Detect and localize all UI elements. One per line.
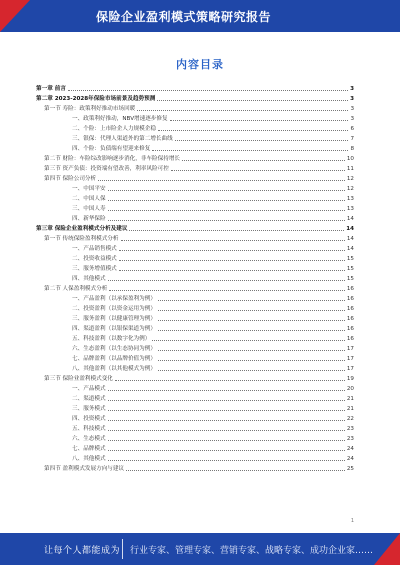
toc-leader-dots — [108, 450, 345, 451]
toc-entry-page: 14 — [346, 216, 354, 222]
toc-entry-page: 21 — [346, 406, 354, 412]
toc-entry[interactable] — [36, 414, 354, 424]
toc-entry[interactable] — [36, 374, 354, 384]
toc-entry-title: 二、投资收益模式 — [72, 256, 117, 262]
toc-entry[interactable] — [36, 464, 354, 474]
footer-divider — [122, 539, 123, 559]
toc-entry[interactable] — [36, 344, 354, 354]
toc-entry[interactable] — [36, 424, 354, 434]
toc-entry-page: 19 — [346, 376, 354, 382]
toc-entry-page: 25 — [346, 466, 354, 472]
toc-entry[interactable] — [36, 154, 354, 164]
table-of-contents — [36, 84, 354, 474]
toc-leader-dots — [171, 170, 345, 171]
toc-entry[interactable] — [36, 294, 354, 304]
toc-leader-dots — [108, 400, 345, 401]
toc-entry[interactable] — [36, 324, 354, 334]
toc-entry[interactable] — [36, 204, 354, 214]
toc-heading: 内容目录 — [176, 58, 224, 71]
toc-leader-dots — [152, 150, 348, 151]
toc-entry-page: 21 — [346, 396, 354, 402]
toc-entry-page: 7 — [350, 136, 354, 142]
toc-entry-page: 12 — [346, 176, 354, 182]
toc-entry-page: 16 — [346, 326, 354, 332]
toc-entry-page: 6 — [350, 126, 354, 132]
toc-entry-title: 第四节 盈利模式发展方向与建议 — [44, 466, 125, 472]
toc-entry-page: 15 — [346, 276, 354, 282]
toc-entry-page: 15 — [346, 256, 354, 262]
toc-entry-title: 三、服务盈利（以健康管理为例） — [72, 316, 156, 322]
toc-entry-page: 14 — [346, 236, 354, 242]
toc-entry[interactable] — [36, 404, 354, 414]
toc-leader-dots — [108, 420, 345, 421]
toc-entry-title: 第三章 保险企业盈利模式分析及建议 — [36, 226, 128, 232]
toc-entry[interactable] — [36, 174, 354, 184]
toc-entry-page: 3 — [350, 86, 354, 92]
toc-entry-title: 第四节 保险公司分析 — [44, 176, 97, 182]
toc-entry[interactable] — [36, 274, 354, 284]
toc-entry[interactable] — [36, 284, 354, 294]
toc-entry[interactable] — [36, 314, 354, 324]
toc-leader-dots — [126, 470, 345, 471]
toc-leader-dots — [158, 360, 345, 361]
toc-entry-title: 一、产品模式 — [72, 386, 106, 392]
toc-leader-dots — [108, 200, 345, 201]
toc-entry-page: 15 — [346, 266, 354, 272]
toc-entry-title: 二、投资盈利（以资金运用为例） — [72, 306, 156, 312]
toc-entry-title: 二、渠道模式 — [72, 396, 106, 402]
toc-leader-dots — [170, 120, 349, 121]
toc-entry-page: 24 — [346, 446, 354, 452]
header-red-accent — [0, 0, 30, 32]
toc-entry-title: 六、生态模式 — [72, 436, 106, 442]
toc-entry-title: 三、中国人寿 — [72, 206, 106, 212]
toc-entry-title: 二、个险：上市险企人力规模企稳 — [72, 126, 156, 132]
toc-leader-dots — [158, 130, 349, 131]
toc-leader-dots — [109, 290, 345, 291]
toc-leader-dots — [108, 280, 345, 281]
toc-entry-title: 四、个险：负债端有望迎来修复 — [72, 146, 151, 152]
toc-entry-title: 一、产品销售模式 — [72, 246, 117, 252]
toc-entry-title: 第一节 寿险：政策利好推动市场回暖 — [44, 106, 136, 112]
toc-entry-title: 第三节 保险业盈利模式变化 — [44, 376, 113, 382]
toc-entry-page: 3 — [350, 96, 354, 102]
toc-entry-page: 24 — [346, 456, 354, 462]
toc-entry-title: 第二节 人保盈利模式分析 — [44, 286, 108, 292]
toc-entry[interactable] — [36, 444, 354, 454]
toc-entry-title: 第二章 2023-2028年保险市场前景及趋势预测 — [36, 96, 156, 102]
toc-entry-title: 四、渠道盈利（以银保渠道为例） — [72, 326, 156, 332]
toc-entry-title: 三、银保：代理人渠道外的第二增长曲线 — [72, 136, 173, 142]
toc-entry[interactable] — [36, 94, 354, 104]
toc-entry-title: 第一章 前言 — [36, 86, 66, 92]
toc-leader-dots — [121, 240, 345, 241]
toc-leader-dots — [158, 330, 345, 331]
toc-entry-page: 23 — [346, 436, 354, 442]
toc-entry-page: 13 — [346, 196, 354, 202]
toc-leader-dots — [158, 310, 345, 311]
toc-entry-title: 五、科技盈利（以数字化为例） — [72, 336, 151, 342]
toc-leader-dots — [119, 260, 345, 261]
toc-leader-dots — [158, 300, 345, 301]
toc-entry[interactable] — [36, 304, 354, 314]
toc-entry[interactable] — [36, 194, 354, 204]
footer-tagline: 行业专家、管理专家、营销专家、战略专家、成功企业家…… — [130, 546, 374, 556]
toc-entry[interactable] — [36, 104, 354, 114]
toc-entry-title: 第一节 传统保险盈利模式分析 — [44, 236, 119, 242]
footer-banner — [0, 533, 400, 565]
toc-entry[interactable] — [36, 114, 354, 124]
toc-leader-dots — [158, 350, 345, 351]
toc-entry-title: 五、科技模式 — [72, 426, 106, 432]
toc-entry-page: 3 — [350, 116, 354, 122]
toc-leader-dots — [108, 410, 345, 411]
toc-entry[interactable] — [36, 394, 354, 404]
toc-leader-dots — [108, 440, 345, 441]
toc-leader-dots — [108, 390, 345, 391]
toc-leader-dots — [129, 230, 344, 231]
toc-entry[interactable] — [36, 214, 354, 224]
report-title: 保险企业盈利模式策略研究报告 — [96, 10, 272, 24]
toc-entry-title: 六、生态盈利（以生态协同为例） — [72, 346, 156, 352]
toc-entry-title: 第三节 资产负债：投资端有望改善，利率风险可控 — [44, 166, 169, 172]
header-banner — [0, 0, 400, 32]
toc-entry-page: 16 — [346, 336, 354, 342]
toc-entry-title: 七、品牌盈利（以品牌价值为例） — [72, 356, 156, 362]
toc-leader-dots — [68, 90, 348, 91]
toc-entry-page: 16 — [346, 296, 354, 302]
toc-entry-page: 14 — [346, 226, 354, 232]
toc-entry-title: 四、新华保险 — [72, 216, 106, 222]
toc-entry[interactable] — [36, 144, 354, 154]
toc-leader-dots — [98, 180, 345, 181]
toc-entry-title: 四、其他模式 — [72, 276, 106, 282]
toc-entry-title: 八、其他模式 — [72, 456, 106, 462]
footer-red-accent — [374, 533, 400, 565]
toc-leader-dots — [157, 100, 348, 101]
footer-slogan: 让每个人都能成为 — [44, 546, 121, 556]
toc-entry-page: 20 — [346, 386, 354, 392]
toc-entry-title: 四、投资模式 — [72, 416, 106, 422]
toc-entry-page: 14 — [346, 246, 354, 252]
toc-entry[interactable] — [36, 184, 354, 194]
toc-entry-page: 23 — [346, 426, 354, 432]
toc-entry-page: 17 — [346, 366, 354, 372]
toc-leader-dots — [108, 190, 345, 191]
toc-entry-title: 七、品牌模式 — [72, 446, 106, 452]
toc-entry[interactable] — [36, 354, 354, 364]
toc-entry-title: 二、中国人保 — [72, 196, 106, 202]
toc-entry[interactable] — [36, 164, 354, 174]
toc-entry-page: 11 — [346, 166, 354, 172]
toc-leader-dots — [108, 430, 345, 431]
toc-entry-page: 16 — [346, 286, 354, 292]
toc-entry-page: 13 — [346, 206, 354, 212]
toc-entry-page: 17 — [346, 346, 354, 352]
toc-leader-dots — [158, 370, 345, 371]
toc-entry[interactable] — [36, 84, 354, 94]
toc-entry-title: 三、服务模式 — [72, 406, 106, 412]
toc-entry-title: 一、产品盈利（以承保盈利为例） — [72, 296, 156, 302]
toc-leader-dots — [108, 210, 345, 211]
toc-entry-title: 一、中国平安 — [72, 186, 106, 192]
toc-leader-dots — [137, 110, 348, 111]
toc-entry-title: 三、服务增值模式 — [72, 266, 117, 272]
toc-entry[interactable] — [36, 384, 354, 394]
toc-leader-dots — [108, 460, 345, 461]
toc-leader-dots — [182, 160, 345, 161]
toc-entry[interactable] — [36, 244, 354, 254]
toc-entry-title: 第二节 财险：车险综改影响逐步消化，非车险保持增长 — [44, 156, 181, 162]
toc-entry[interactable] — [36, 234, 354, 244]
page-number: 1 — [350, 518, 354, 524]
toc-entry-page: 17 — [346, 356, 354, 362]
toc-entry[interactable] — [36, 254, 354, 264]
toc-entry-page: 12 — [346, 186, 354, 192]
toc-leader-dots — [108, 220, 345, 221]
toc-leader-dots — [115, 380, 345, 381]
toc-leader-dots — [175, 140, 349, 141]
toc-entry[interactable] — [36, 434, 354, 444]
toc-entry[interactable] — [36, 454, 354, 464]
toc-entry-page: 16 — [346, 316, 354, 322]
toc-entry[interactable] — [36, 134, 354, 144]
toc-leader-dots — [158, 320, 345, 321]
toc-entry-page: 22 — [346, 416, 354, 422]
toc-entry[interactable] — [36, 334, 354, 344]
toc-leader-dots — [119, 270, 345, 271]
toc-entry-title: 八、其他盈利（以其他模式为例） — [72, 366, 156, 372]
toc-entry[interactable] — [36, 264, 354, 274]
toc-entry[interactable] — [36, 224, 354, 234]
toc-entry-page: 8 — [350, 146, 354, 152]
toc-entry-page: 10 — [346, 156, 354, 162]
toc-leader-dots — [119, 250, 345, 251]
toc-entry-title: 一、政策利好推动，NBV增速逐步修复 — [72, 116, 168, 122]
toc-entry[interactable] — [36, 364, 354, 374]
toc-entry[interactable] — [36, 124, 354, 134]
toc-entry-page: 3 — [350, 106, 354, 112]
toc-entry-page: 16 — [346, 306, 354, 312]
toc-leader-dots — [152, 340, 345, 341]
